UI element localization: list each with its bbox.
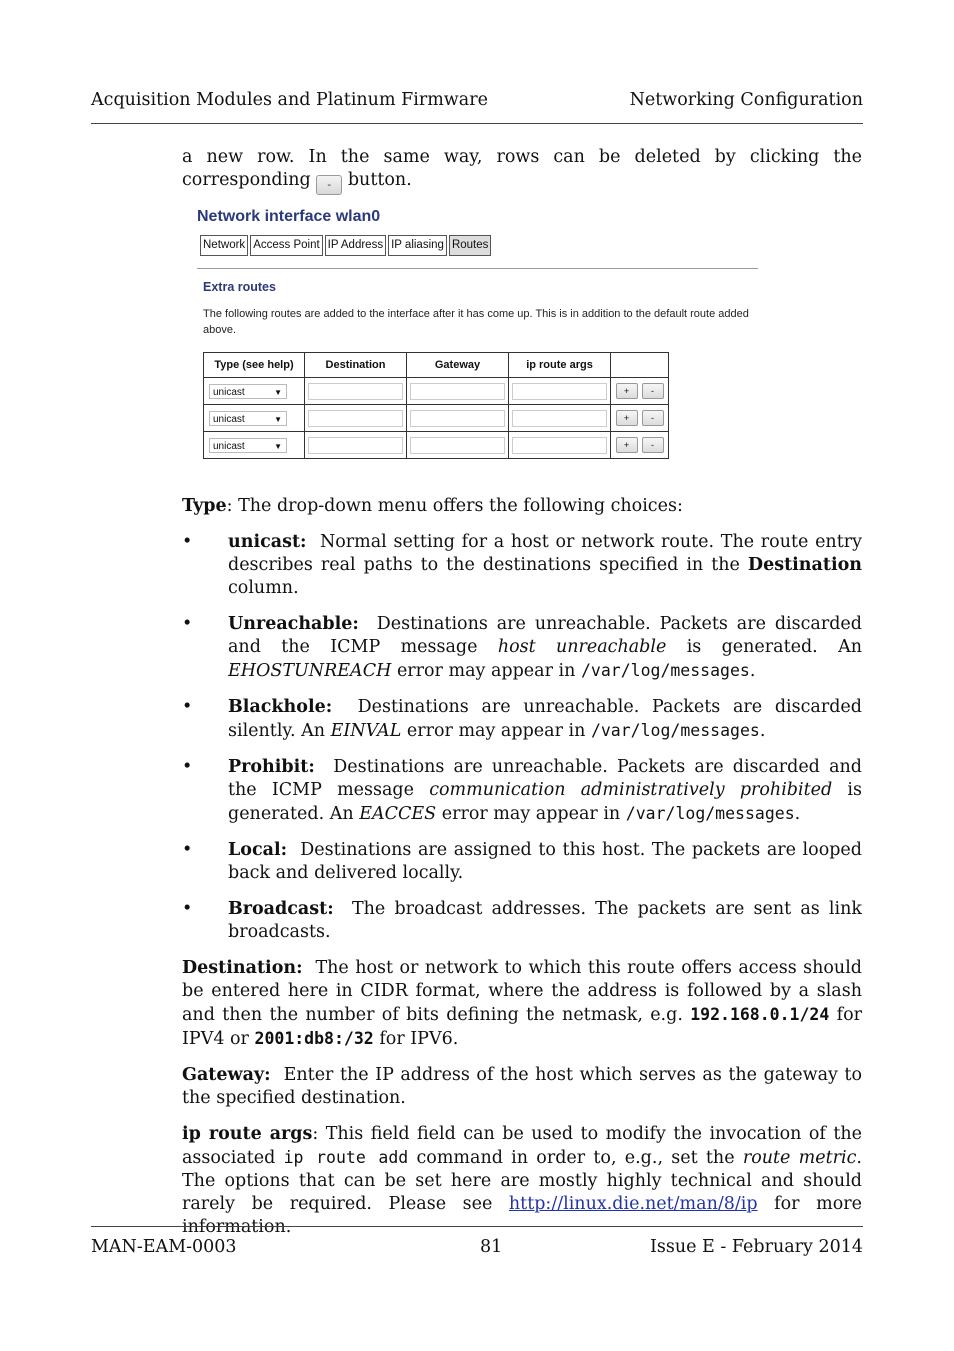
gateway-paragraph: Gateway: Enter the IP address of the host which serves as the gateway to the specified destination.	[182, 1065, 862, 1108]
col-actions	[611, 353, 669, 378]
col-gateway: Gateway	[407, 353, 509, 378]
section-description: The following routes are added to the interface after it has come up. This is in addition to the default route added above.	[203, 308, 749, 336]
gateway-input[interactable]	[410, 383, 505, 400]
dropdown-arrow-icon: ▼	[274, 387, 282, 397]
table-header-row	[204, 353, 669, 378]
destination-input[interactable]	[308, 437, 403, 454]
tab-ip-address[interactable]: IP Address	[325, 235, 386, 256]
list-item: • unicast: Normal setting for a host or network route. The route entry describes real paths to the destinations specified in the Destination column.	[182, 532, 862, 598]
section-title: Extra routes	[203, 280, 276, 294]
page-body	[182, 146, 862, 1239]
divider	[197, 268, 758, 269]
page-footer	[91, 1226, 863, 1257]
add-row-button[interactable]: +	[616, 383, 638, 399]
destination-input[interactable]	[308, 383, 403, 400]
destination-paragraph: Destination: The host or network to which this route offers access should be entered here in CIDR format, where the address is followed by a slash and then the number of bits defining the netmask, e.g. 192.168.0.1/24 for IPV4 or 2001:db8:/32 for IPV6.	[182, 958, 862, 1049]
ip-route-args-input[interactable]	[512, 437, 607, 454]
man-page-link[interactable]: http://linux.die.net/man/8/ip	[508, 1194, 758, 1214]
list-item: • Unreachable: Destinations are unreachable. Packets are discarded and the ICMP message host unreachable is generated. An EHOSTUNREACH error may appear in /var/log/messages.	[182, 614, 862, 681]
document-number: MAN-EAM-0003	[91, 1237, 237, 1257]
delete-row-button-reference: -	[316, 175, 342, 195]
type-paragraph: Type: The drop-down menu offers the following choices:	[182, 496, 683, 516]
list-item: • Blackhole: Destinations are unreachable. Packets are discarded silently. An EINVAL error may appear in /var/log/messages.	[182, 697, 862, 741]
destination-input[interactable]	[308, 410, 403, 427]
remove-row-button[interactable]: -	[642, 437, 664, 453]
list-item: • Broadcast: The broadcast addresses. The packets are sent as link broadcasts.	[182, 899, 862, 942]
ip-route-args-input[interactable]	[512, 410, 607, 427]
page-header	[91, 90, 863, 124]
issue-date: Issue E - February 2014	[649, 1237, 863, 1257]
header-right-title: Networking Configuration	[629, 90, 863, 110]
header-left-title: Acquisition Modules and Platinum Firmware	[91, 90, 488, 110]
ip-route-args-paragraph: ip route args: This field field can be used to modify the invocation of the associated ip route add command in order to, e.g., set the route metric. The options that can be set here are mostly highly technical and should rarely be required. Please see http://linux.die.net/man/8/ip for more information.	[182, 1124, 862, 1237]
routes-table	[203, 352, 669, 459]
remove-row-button[interactable]: -	[642, 410, 664, 426]
col-ip-route-args: ip route args	[509, 353, 611, 378]
type-select[interactable]: unicast ▼	[209, 411, 287, 426]
table-row	[204, 405, 669, 432]
tab-network[interactable]: Network	[200, 235, 248, 256]
col-type: Type (see help)	[204, 353, 305, 378]
type-select[interactable]: unicast ▼	[209, 438, 287, 453]
tab-ip-aliasing[interactable]: IP aliasing	[388, 235, 447, 256]
dropdown-arrow-icon: ▼	[274, 414, 282, 424]
list-item: • Local: Destinations are assigned to this host. The packets are looped back and delivered locally.	[182, 840, 862, 883]
type-select[interactable]: unicast ▼	[209, 384, 287, 399]
gateway-input[interactable]	[410, 410, 505, 427]
add-row-button[interactable]: +	[616, 437, 638, 453]
list-item: • Prohibit: Destinations are unreachable. Packets are discarded and the ICMP message communication administratively prohibited is generated. An EACCES error may appear in /var/log/messages.	[182, 757, 862, 824]
add-row-button[interactable]: +	[616, 410, 638, 426]
figure-title: Network interface wlan0	[197, 208, 381, 225]
type-choices-list	[182, 531, 862, 944]
tab-access-point[interactable]: Access Point	[250, 235, 322, 256]
dropdown-arrow-icon: ▼	[274, 441, 282, 451]
table-row	[204, 432, 669, 459]
col-destination: Destination	[305, 353, 407, 378]
ip-route-args-input[interactable]	[512, 383, 607, 400]
remove-row-button[interactable]: -	[642, 383, 664, 399]
table-row	[204, 378, 669, 405]
routes-screenshot-figure	[197, 205, 777, 475]
tab-routes[interactable]: Routes	[449, 235, 491, 256]
page-number: 81	[480, 1237, 503, 1257]
intro-paragraph: a new row. In the same way, rows can be deleted by clicking the corresponding - button.	[182, 146, 862, 195]
tab-bar	[200, 235, 491, 256]
gateway-input[interactable]	[410, 437, 505, 454]
